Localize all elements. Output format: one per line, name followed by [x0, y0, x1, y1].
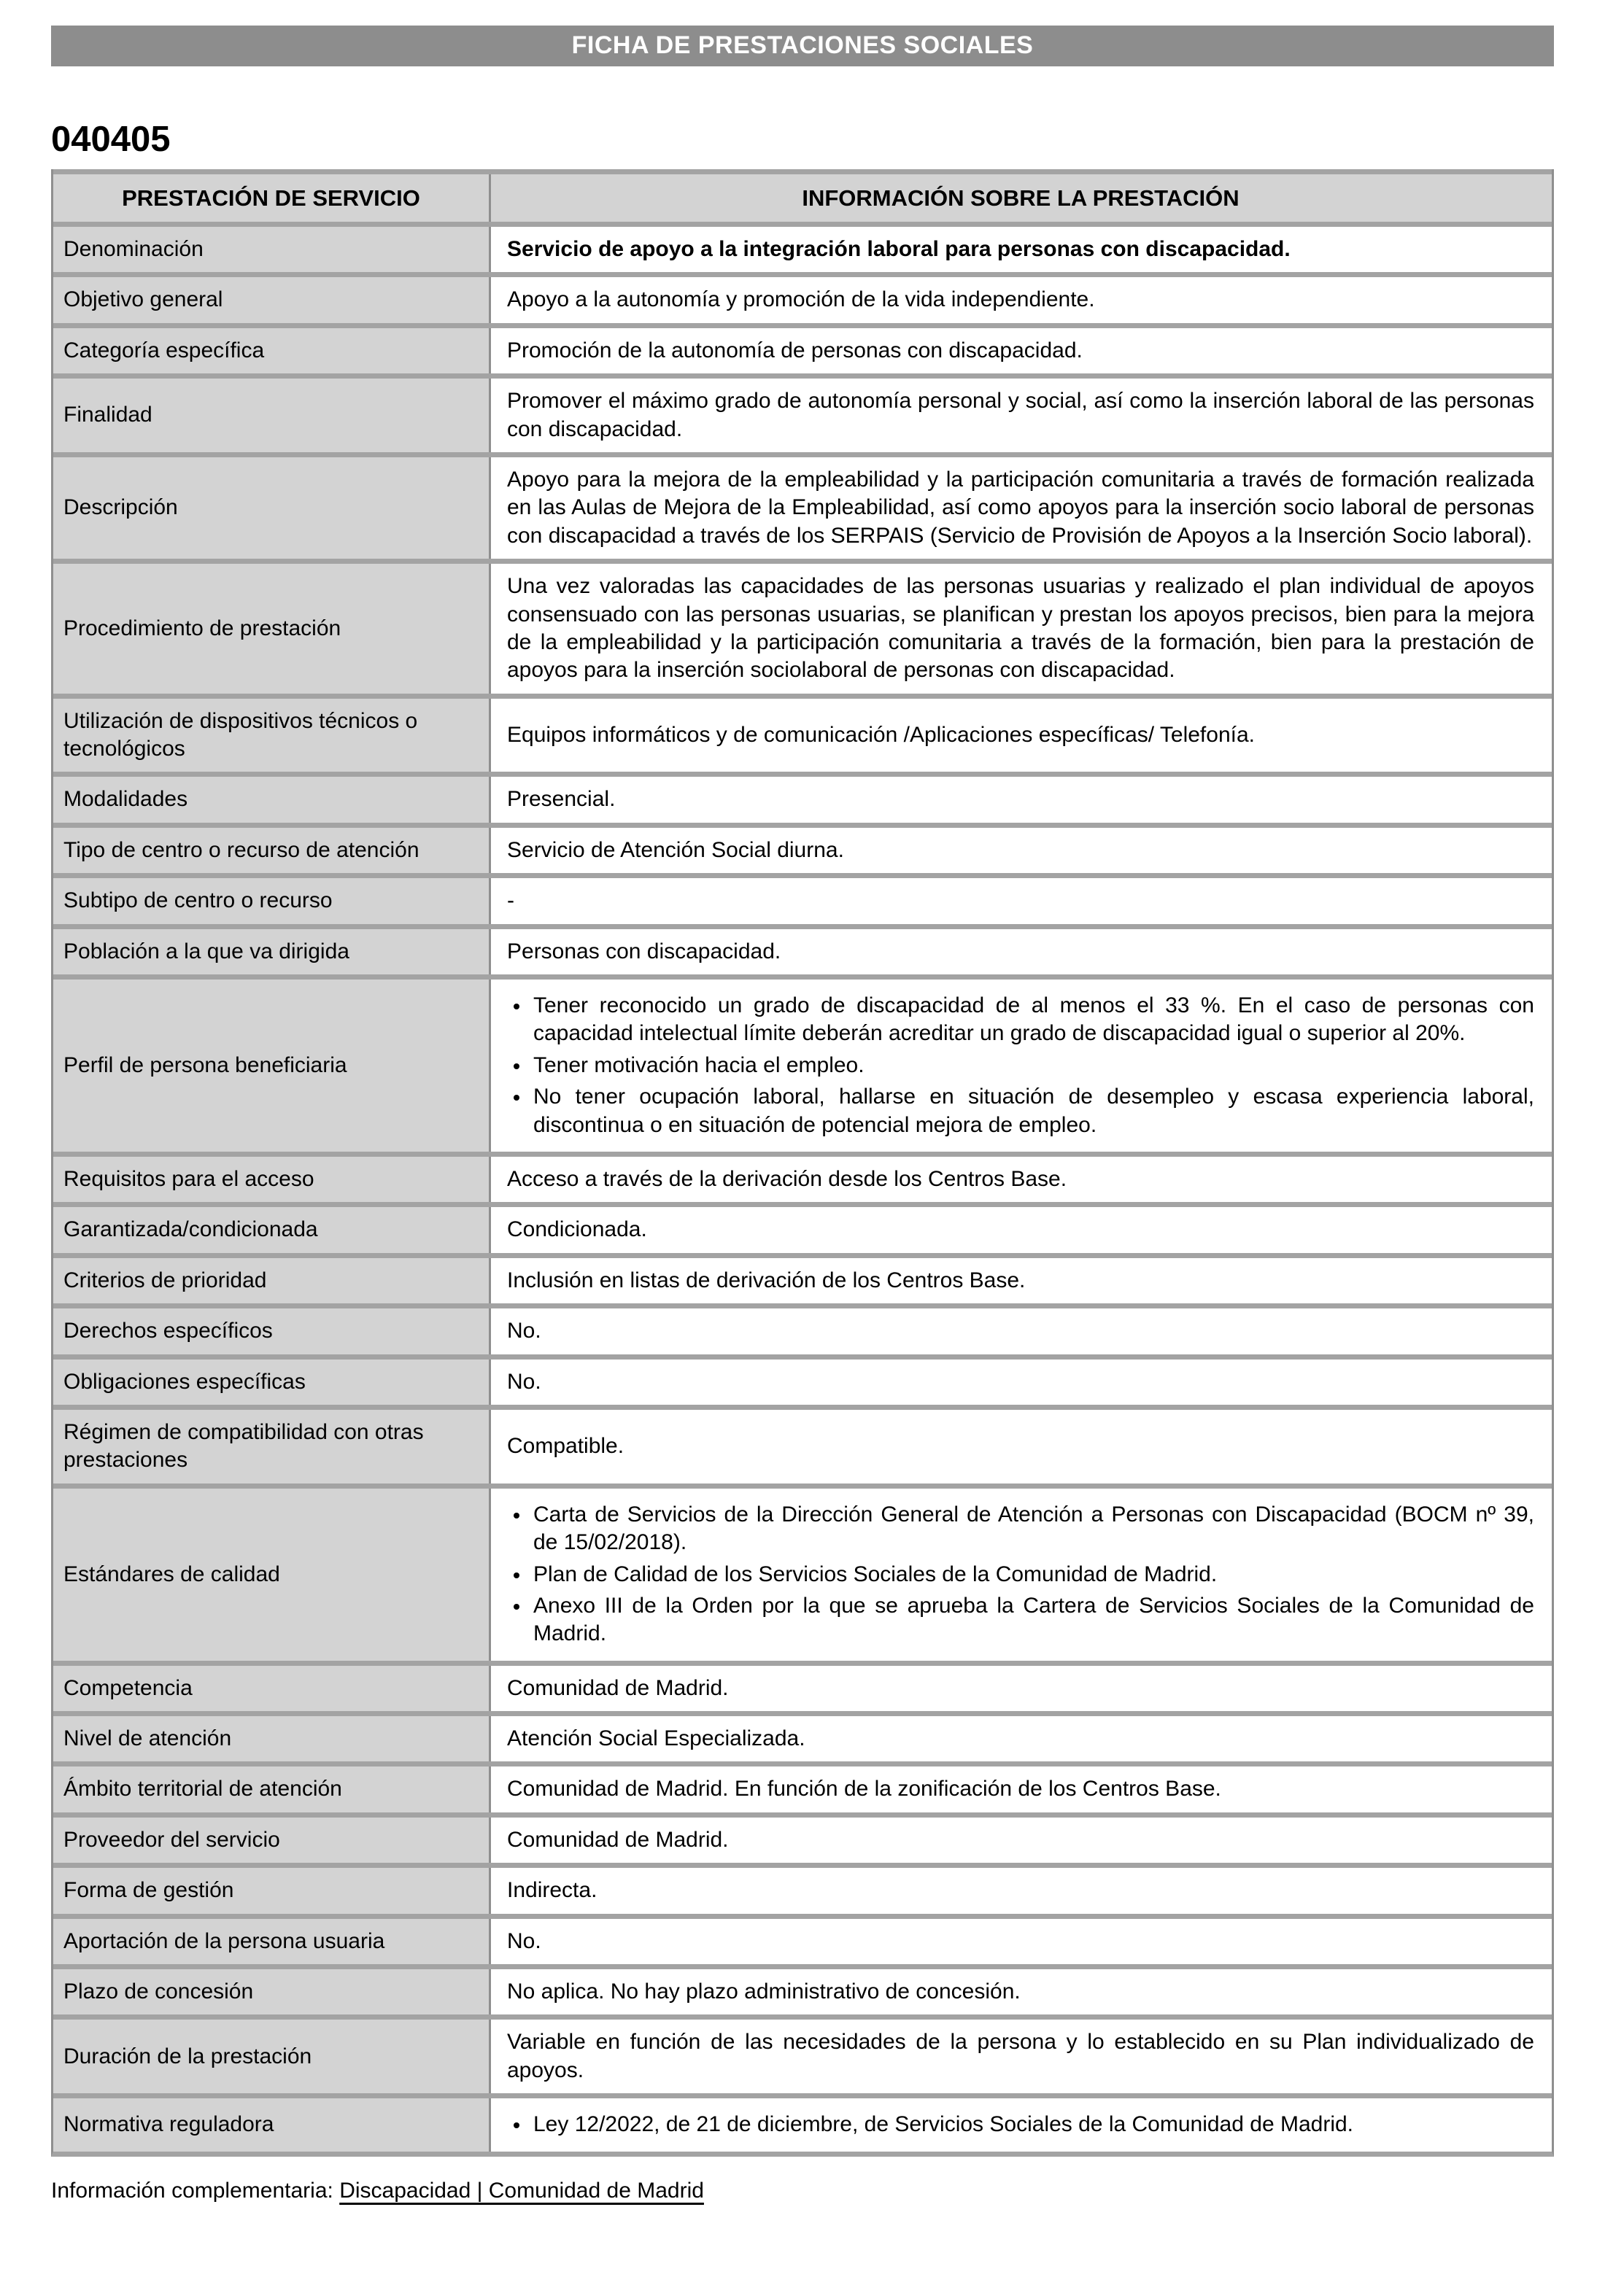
- complementary-info-label: Información complementaria:: [51, 2178, 333, 2203]
- complementary-info-link[interactable]: Discapacidad | Comunidad de Madrid: [339, 2178, 704, 2203]
- row-label: Requisitos para el acceso: [53, 1157, 491, 1202]
- table-row: [53, 1761, 1552, 1812]
- table-row: [53, 1914, 1552, 1964]
- row-label: Normativa reguladora: [53, 2098, 491, 2151]
- row-value: Compatible.: [491, 1410, 1552, 1484]
- row-value: Presencial.: [491, 777, 1552, 822]
- header-prestacion-de-servicio: PRESTACIÓN DE SERVICIO: [53, 174, 491, 222]
- table-row: [53, 772, 1552, 822]
- row-value: Acceso a través de la derivación desde los Centros Base.: [491, 1157, 1552, 1202]
- row-value: Personas con discapacidad.: [491, 929, 1552, 974]
- table-row: [53, 1354, 1552, 1405]
- row-label: Población a la que va dirigida: [53, 929, 491, 974]
- row-value: No.: [491, 1919, 1552, 1964]
- row-value: Condicionada.: [491, 1207, 1552, 1252]
- row-value: No.: [491, 1308, 1552, 1354]
- header-informacion-sobre-la-prestacion: INFORMACIÓN SOBRE LA PRESTACIÓN: [491, 174, 1552, 222]
- table-row: [53, 1202, 1552, 1252]
- row-value: Servicio de apoyo a la integración laboral para personas con discapacidad.: [491, 227, 1552, 272]
- table-row: [53, 1711, 1552, 1761]
- row-label: Nivel de atención: [53, 1716, 491, 1761]
- row-value: Comunidad de Madrid.: [491, 1818, 1552, 1863]
- row-label: Proveedor del servicio: [53, 1818, 491, 1863]
- row-label: Categoría específica: [53, 328, 491, 373]
- table-row: [53, 272, 1552, 322]
- table-row: [53, 222, 1552, 272]
- table-row: [53, 1303, 1552, 1354]
- row-value: Apoyo para la mejora de la empleabilidad y la participación comunitaria a través de formación realizada en las Aulas de Mejora de la Empleabilidad, así como apoyos para la inserción socio laboral de personas con discapacidad a través de los SERPAIS (Servicio de Provisión de Apoyos a la Inserción Socio laboral).: [491, 457, 1552, 559]
- row-value: Apoyo a la autonomía y promoción de la vida independiente.: [491, 277, 1552, 322]
- row-label: Procedimiento de prestación: [53, 564, 491, 694]
- row-label: Duración de la prestación: [53, 2020, 491, 2093]
- row-label: Finalidad: [53, 379, 491, 452]
- table-row: [53, 1863, 1552, 1913]
- row-value: • Ley 12/2022, de 21 de diciembre, de Servicios Sociales de la Comunidad de Madrid.: [491, 2098, 1552, 2151]
- row-value: Equipos informáticos y de comunicación /Aplicaciones específicas/ Telefonía.: [491, 699, 1552, 772]
- row-label: Perfil de persona beneficiaria: [53, 980, 491, 1152]
- row-label: Estándares de calidad: [53, 1489, 491, 1661]
- table-row: [53, 1152, 1552, 1202]
- table-row: [53, 1964, 1552, 2014]
- row-label: Criterios de prioridad: [53, 1258, 491, 1303]
- table-row: [53, 452, 1552, 559]
- row-value: Servicio de Atención Social diurna.: [491, 828, 1552, 873]
- table-row: [53, 924, 1552, 974]
- row-label: Forma de gestión: [53, 1868, 491, 1913]
- row-value: • Tener reconocido un grado de discapacidad de al menos el 33 %. En el caso de personas con capacidad intelectual límite deberán acreditar un grado de discapacidad igual o superior al 20%. • Tener motivación hacia el empleo. • No tener ocupación laboral, hallarse en situación de desempleo y escasa experiencia laboral, discontinua o en situación de potencial mejora de empleo.: [491, 980, 1552, 1152]
- row-value: Inclusión en listas de derivación de los Centros Base.: [491, 1258, 1552, 1303]
- table-row: [53, 2093, 1552, 2151]
- complementary-info-line: [51, 2177, 1554, 2205]
- row-value: • Carta de Servicios de la Dirección General de Atención a Personas con Discapacidad (BOCM nº 39, de 15/02/2018). • Plan de Calidad de los Servicios Sociales de la Comunidad de Madrid. • Anexo III de la Orden por la que se aprueba la Cartera de Servicios Sociales de la Comunidad de Madrid.: [491, 1489, 1552, 1661]
- table-row: [53, 373, 1552, 452]
- row-label: Descripción: [53, 457, 491, 559]
- table-row: [53, 1253, 1552, 1303]
- page-banner: [51, 26, 1554, 66]
- table-row: [53, 2014, 1552, 2093]
- row-value: Comunidad de Madrid.: [491, 1666, 1552, 1711]
- banner-title: FICHA DE PRESTACIONES SOCIALES: [571, 31, 1034, 60]
- row-value: -: [491, 878, 1552, 923]
- row-value: No aplica. No hay plazo administrativo de concesión.: [491, 1969, 1552, 2014]
- row-value: No.: [491, 1360, 1552, 1405]
- row-label: Objetivo general: [53, 277, 491, 322]
- row-value: Promover el máximo grado de autonomía personal y social, así como la inserción laboral de las personas con discapacidad.: [491, 379, 1552, 452]
- row-label: Obligaciones específicas: [53, 1360, 491, 1405]
- row-label: Ámbito territorial de atención: [53, 1766, 491, 1812]
- row-label: Competencia: [53, 1666, 491, 1711]
- ficha-code: 040405: [51, 120, 171, 159]
- row-label: Aportación de la persona usuaria: [53, 1919, 491, 1964]
- row-label: Garantizada/condicionada: [53, 1207, 491, 1252]
- table-row: [53, 974, 1552, 1152]
- row-label: Derechos específicos: [53, 1308, 491, 1354]
- row-label: Denominación: [53, 227, 491, 272]
- table-row: [53, 1661, 1552, 1711]
- row-label: Tipo de centro o recurso de atención: [53, 828, 491, 873]
- table-row: [53, 1484, 1552, 1661]
- row-label: Régimen de compatibilidad con otras prestaciones: [53, 1410, 491, 1484]
- row-value: Promoción de la autonomía de personas con discapacidad.: [491, 328, 1552, 373]
- row-value: Comunidad de Madrid. En función de la zonificación de los Centros Base.: [491, 1766, 1552, 1812]
- row-label: Subtipo de centro o recurso: [53, 878, 491, 923]
- row-value: Atención Social Especializada.: [491, 1716, 1552, 1761]
- row-value: Una vez valoradas las capacidades de las personas usuarias y realizado el plan individual de apoyos consensuado con las personas usuarias, se planifican y prestan los apoyos precisos, bien para la mejora de la empleabilidad y la participación comunitaria a través de la formación, bien para la prestación de apoyos para la inserción sociolaboral de personas con discapacidad.: [491, 564, 1552, 694]
- row-label: Modalidades: [53, 777, 491, 822]
- prestacion-table: [51, 169, 1554, 2157]
- row-label: Utilización de dispositivos técnicos o tecnológicos: [53, 699, 491, 772]
- row-value: Variable en función de las necesidades de la persona y lo establecido en su Plan individualizado de apoyos.: [491, 2020, 1552, 2093]
- table-row: [53, 694, 1552, 772]
- table-row: [53, 1812, 1552, 1863]
- table-row: [53, 873, 1552, 923]
- row-label: Plazo de concesión: [53, 1969, 491, 2014]
- table-row: [53, 559, 1552, 694]
- row-value: Indirecta.: [491, 1868, 1552, 1913]
- table-row: [53, 1405, 1552, 1484]
- table-header-row: [53, 169, 1552, 222]
- table-row: [53, 823, 1552, 873]
- table-row: [53, 323, 1552, 373]
